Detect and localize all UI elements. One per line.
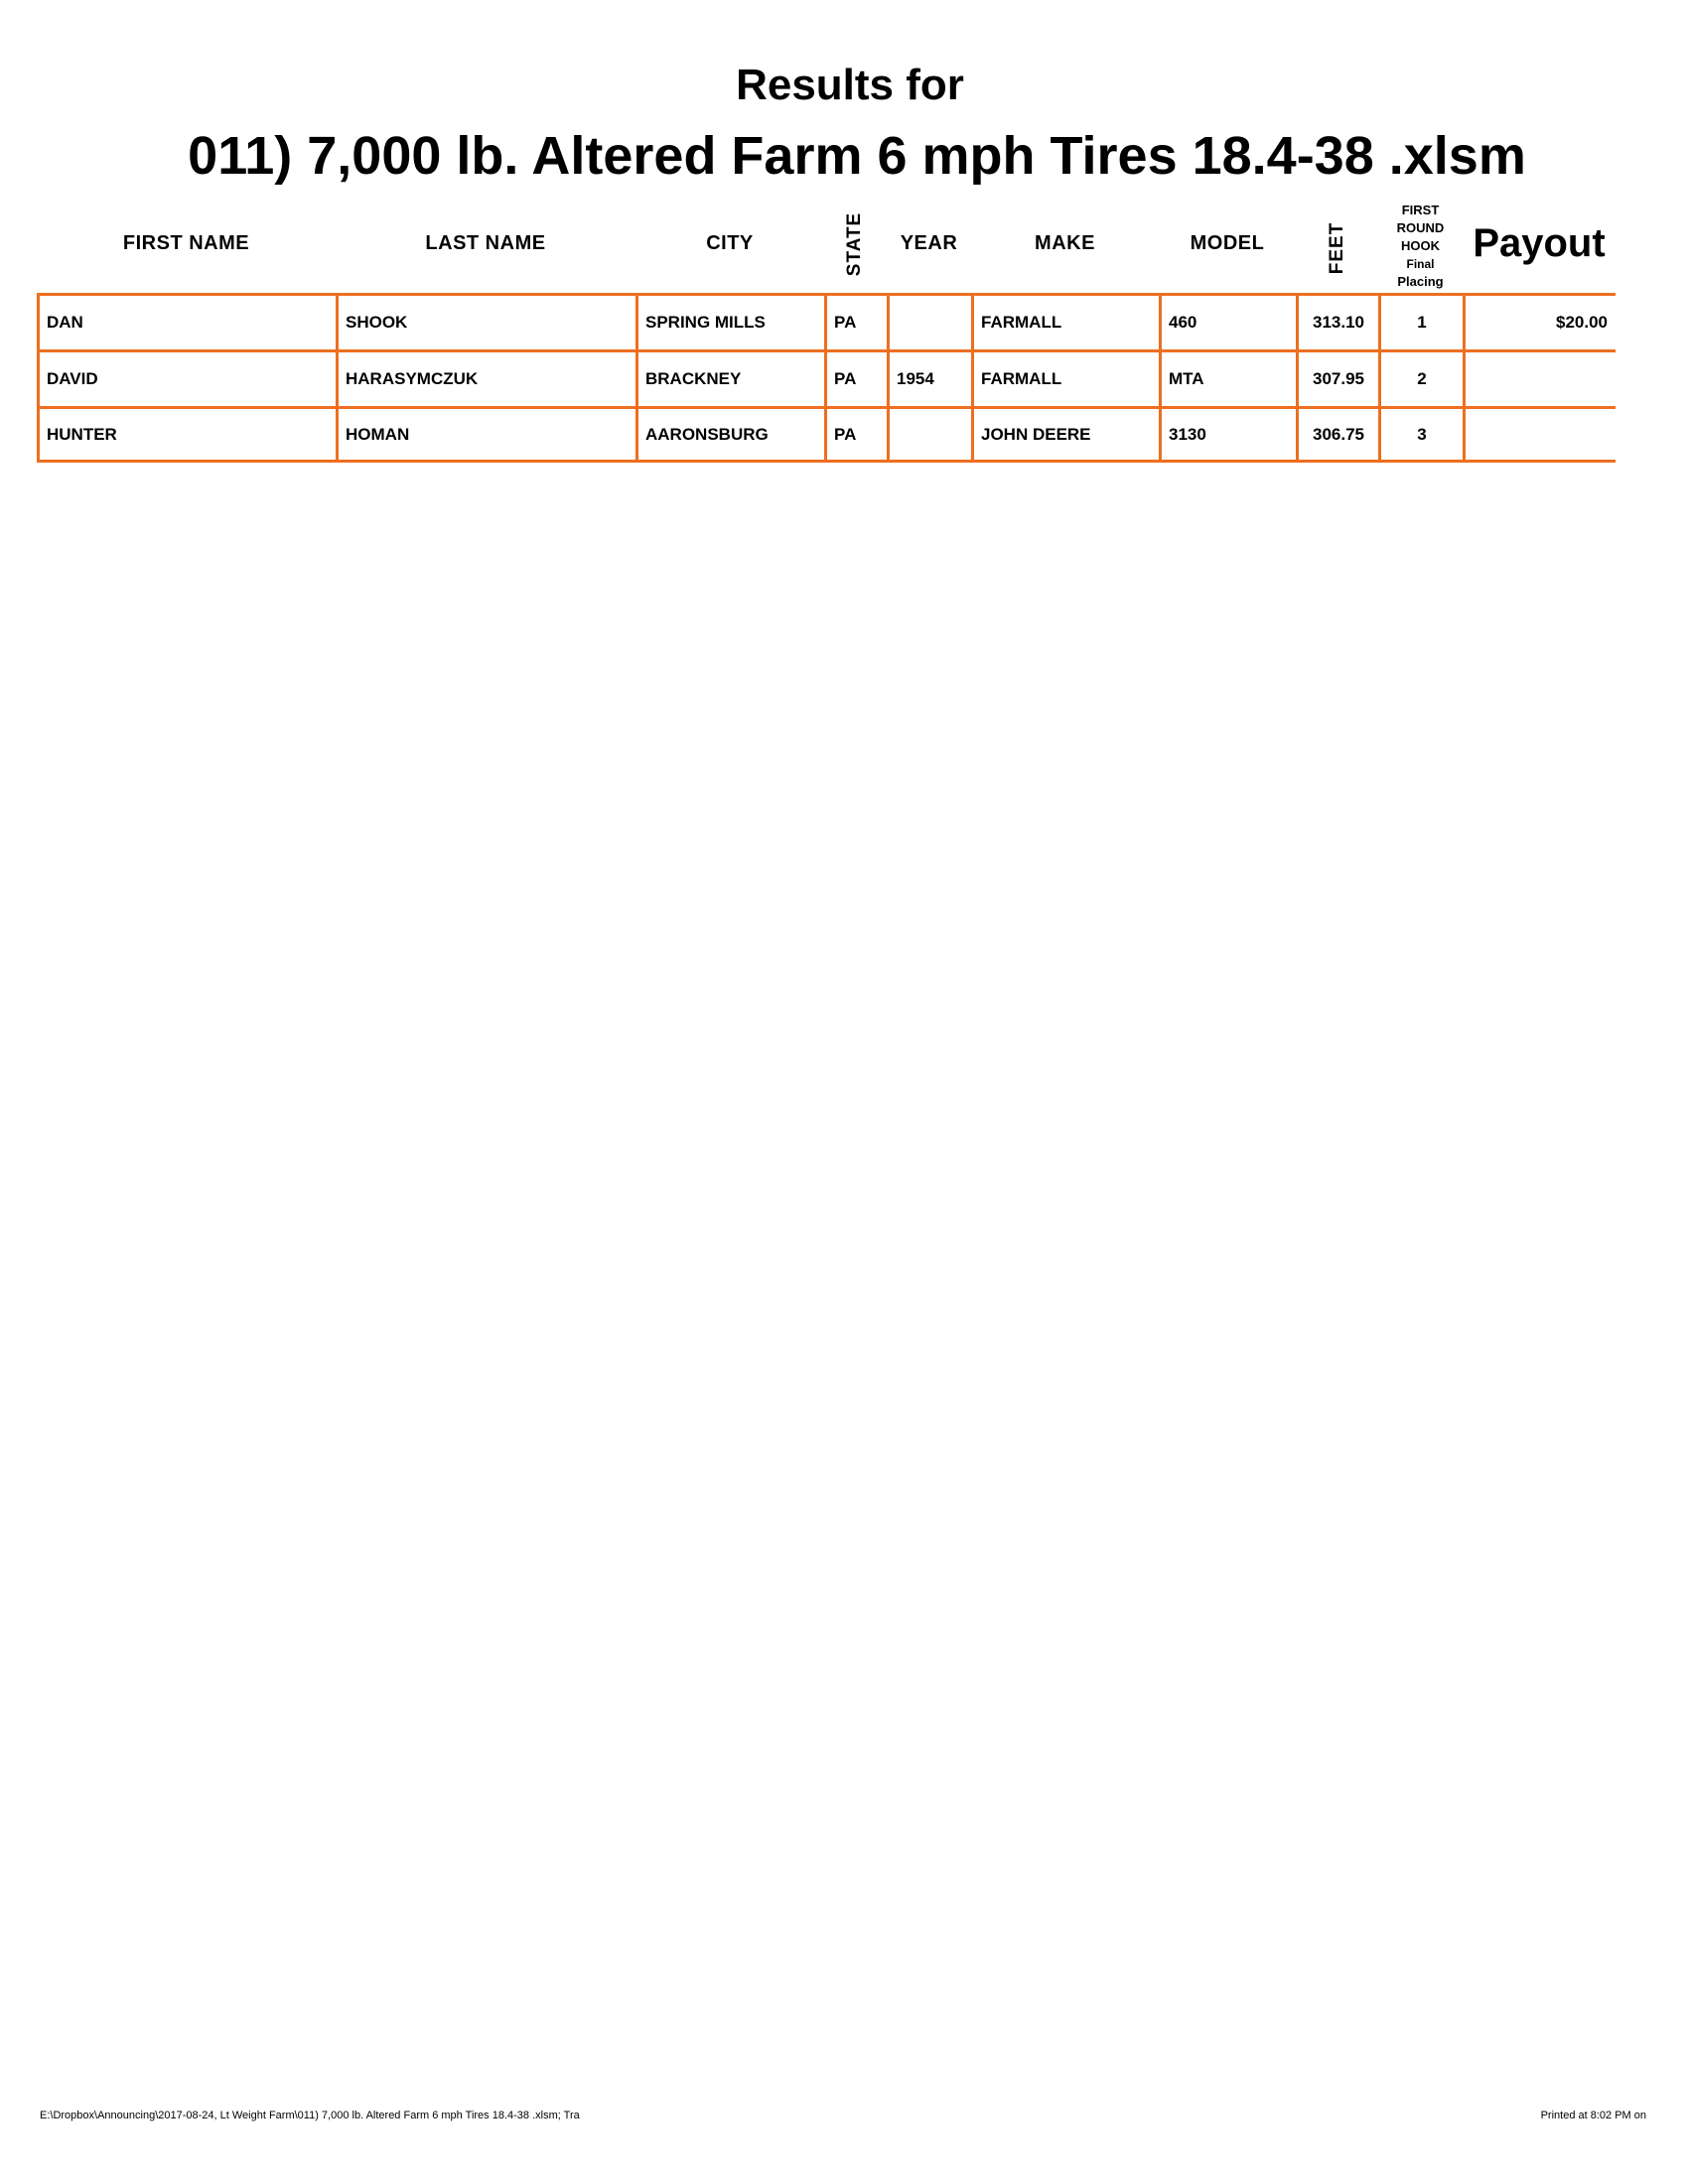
placing-header-line: HOOK: [1401, 237, 1440, 253]
column-header-city: CITY: [706, 231, 754, 254]
cell-placing: 2: [1378, 349, 1463, 406]
column-header-first-name: FIRST NAME: [122, 231, 250, 254]
footer-printed-at: Printed at 8:02 PM on: [1540, 2110, 1646, 2121]
column-header-state: STATE: [844, 211, 865, 277]
cell-model: 460: [1159, 293, 1296, 349]
cell-make: JOHN DEERE: [971, 406, 1159, 463]
placing-header-line: FIRST: [1401, 202, 1440, 217]
cell-city: AARONSBURG: [635, 406, 824, 463]
cell-city: SPRING MILLS: [635, 293, 824, 349]
column-header-make: MAKE: [1035, 231, 1095, 254]
cell-last-name: HARASYMCZUK: [336, 349, 635, 406]
cell-model: MTA: [1159, 349, 1296, 406]
column-header-year: YEAR: [900, 231, 958, 254]
cell-state: PA: [824, 406, 887, 463]
cell-model: 3130: [1159, 406, 1296, 463]
cell-payout: [1463, 349, 1616, 406]
cell-state: PA: [824, 349, 887, 406]
cell-feet: 313.10: [1296, 293, 1378, 349]
cell-first-name: DAVID: [37, 349, 336, 406]
column-header-last-name: LAST NAME: [425, 231, 546, 254]
placing-header-line: Final: [1406, 256, 1435, 271]
cell-placing: 3: [1378, 406, 1463, 463]
cell-feet: 306.75: [1296, 406, 1378, 463]
file-title: 011) 7,000 lb. Altered Farm 6 mph Tires 18.4-38 .xlsm: [188, 126, 1526, 186]
cell-year: [887, 293, 971, 349]
cell-last-name: SHOOK: [336, 293, 635, 349]
placing-header-line: ROUND: [1396, 219, 1445, 235]
cell-make: FARMALL: [971, 349, 1159, 406]
column-header-feet: FEET: [1327, 221, 1347, 275]
cell-placing: 1: [1378, 293, 1463, 349]
cell-first-name: HUNTER: [37, 406, 336, 463]
results-table: [37, 293, 1616, 463]
cell-city: BRACKNEY: [635, 349, 824, 406]
footer-file-path: E:\Dropbox\Announcing\2017-08-24, Lt Weight Farm\011) 7,000 lb. Altered Farm 6 mph Tires 18.4-38 .xlsm; Tra: [40, 2110, 580, 2121]
cell-state: PA: [824, 293, 887, 349]
column-header-placing: [1378, 199, 1463, 293]
placing-header-line: Placing: [1397, 273, 1444, 289]
cell-first-name: DAN: [37, 293, 336, 349]
cell-feet: 307.95: [1296, 349, 1378, 406]
cell-payout: $20.00: [1463, 293, 1616, 349]
cell-year: [887, 406, 971, 463]
cell-make: FARMALL: [971, 293, 1159, 349]
column-header-payout: Payout: [1473, 220, 1606, 265]
cell-payout: [1463, 406, 1616, 463]
page-title: Results for: [736, 61, 964, 109]
column-header-model: MODEL: [1190, 231, 1265, 254]
cell-year: 1954: [887, 349, 971, 406]
cell-last-name: HOMAN: [336, 406, 635, 463]
